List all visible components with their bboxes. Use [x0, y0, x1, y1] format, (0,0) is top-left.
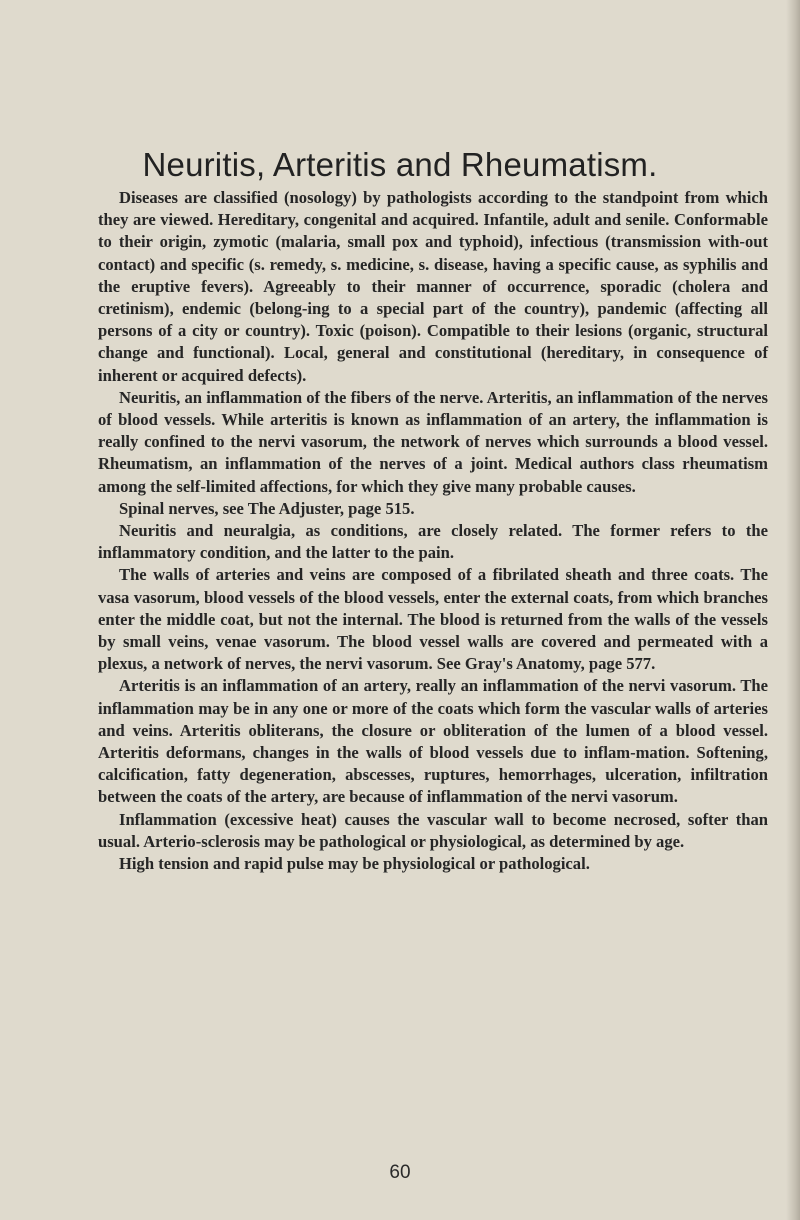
- page-number: 60: [389, 1162, 411, 1183]
- paragraph-neuritis-definition: Neuritis, an inflammation of the fibers of the nerve. Arteritis, an inflammation of the nerves of blood vessels. While arteritis is known as inflammation of an artery, the inflammation is really confined to the nervi vasorum, the network of nerves which surrounds a blood vessel. Rheumatism, an inflammation of the nerves of a joint. Medical authors class rheumatism among the self-limited affections, for which they give many probable causes.: [98, 387, 768, 496]
- paragraph-spinal-nerves: Spinal nerves, see The Adjuster, page 515.: [119, 498, 415, 518]
- page-title: Neuritis, Arteritis and Rheumatism.: [142, 146, 658, 183]
- paragraph-neuralgia: Neuritis and neuralgia, as conditions, are closely related. The former refers to the inflammatory condition, and the latter to the pain.: [98, 521, 768, 563]
- body-text: [98, 187, 768, 875]
- paragraph-vessel-walls: The walls of arteries and veins are composed of a fibrilated sheath and three coats. The vasa vasorum, blood vessels of the blood vessels, enter the external coats, from which branches enter the middle coat, but not the internal. The blood is returned from the walls of the vessels by small veins, venae vasorum. The blood vessel walls are covered and permeated with a plexus, a network of nerves, the nervi vasorum. See Gray's Anatomy, page 577.: [98, 565, 768, 674]
- paragraph-inflammation: Inflammation (excessive heat) causes the vascular wall to become necrosed, softer than usual. Arterio-sclerosis may be pathological or physiological, as determined by age.: [98, 809, 768, 851]
- paragraph-arteritis: Arteritis is an inflammation of an artery, really an inflammation of the nervi vasorum. The inflammation may be in any one or more of the coats which form the vascular walls of arteries and veins. Arteritis obliterans, the closure or obliteration of the lumen of a blood vessel. Arteritis deformans, changes in the walls of blood vessels due to inflam-mation. Softening, calcification, fatty degeneration, abscesses, ruptures, hemorrhages, ulceration, infiltration between the coats of the artery, are because of inflammation of the nervi vasorum.: [98, 676, 768, 807]
- paragraph-high-tension: High tension and rapid pulse may be physiological or pathological.: [119, 854, 590, 874]
- paragraph-nosology: Diseases are classified (nosology) by pathologists according to the standpoint from which they are viewed. Hereditary, congenital and acquired. Infantile, adult and senile. Conformable to their origin, zymotic (malaria, small pox and typhoid), infectious (transmission with-out contact) and specific (s. remedy, s. medicine, s. disease, having a specific cause, as syphilis and the eruptive fevers). Agreeably to their manner of occurrence, sporadic (cholera and cretinism), endemic (belong-ing to a special part of the country), pandemic (affecting all persons of a city or country). Toxic (poison). Compatible to their lesions (organic, structural change and functional). Local, general and constitutional (hereditary, in consequence of inherent or acquired defects).: [98, 188, 768, 385]
